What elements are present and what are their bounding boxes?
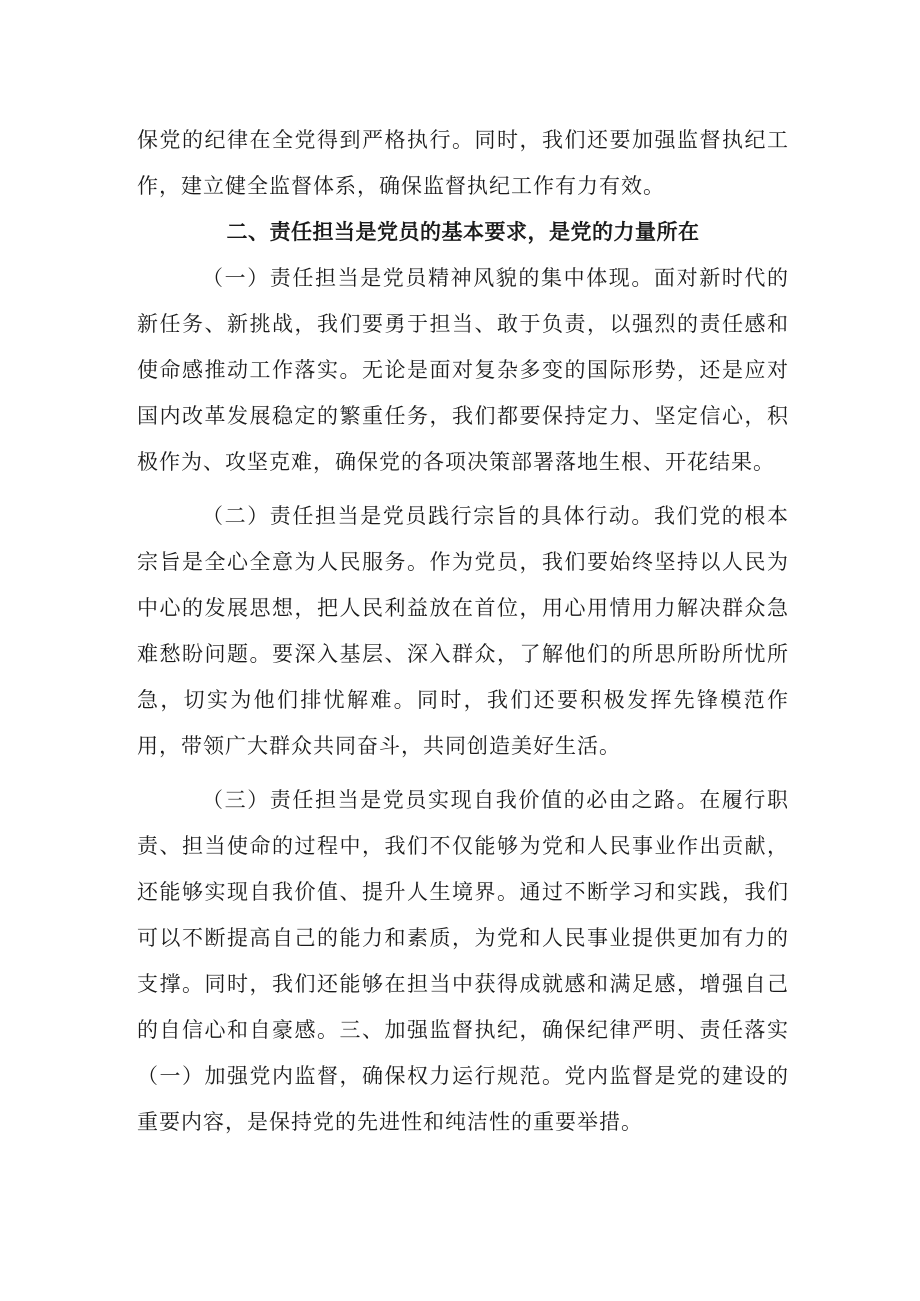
paragraph-section-point-3: （三）责任担当是党员实现自我价值的必由之路。在履行职责、担当使命的过程中，我们不仅能够为党和人民事业作出贡献，还能够实现自我价值、提升人生境界。通过不断学习和实践，我们可以不断提高自己的能力和素质，为党和人民事业提供更加有力的支撑。同时，我们还能够在担当中获得成就感和满足感，增强自己的自信心和自豪感。三、加强监督执纪，确保纪律严明、责任落实（一）加强党内监督，确保权力运行规范。党内监督是党的建设的重要内容，是保持党的先进性和纯洁性的重要举措。 [137,788,789,1134]
paragraph-section-point-2: （二）责任担当是党员践行宗旨的具体行动。我们党的根本宗旨是全心全意为人民服务。作为党员，我们要始终坚持以人民为中心的发展思想，把人民利益放在首位，用心用情用力解决群众急难愁盼问题。要深入基层、深入群众，了解他们的所思所盼所忧所急，切实为他们排忧解难。同时，我们还要积极发挥先锋模范作用，带领广大群众共同奋斗，共同创造美好生活。 [137,504,789,758]
document-page [137,117,789,1145]
paragraph-discipline-continuation: 保党的纪律在全党得到严格执行。同时，我们还要加强监督执纪工作，建立健全监督体系，确保监督执纪工作有力有效。 [137,128,789,198]
section-heading: 二、责任担当是党员的基本要求，是党的力量所在 [226,220,700,244]
paragraph-section-point-1: （一）责任担当是党员精神风貌的集中体现。面对新时代的新任务、新挑战，我们要勇于担当、敢于负责，以强烈的责任感和使命感推动工作落实。无论是面对复杂多变的国际形势，还是应对国内改革发展稳定的繁重任务，我们都要保持定力、坚定信心，积极作为、攻坚克难，确保党的各项决策部署落地生根、开花结果。 [137,266,789,474]
